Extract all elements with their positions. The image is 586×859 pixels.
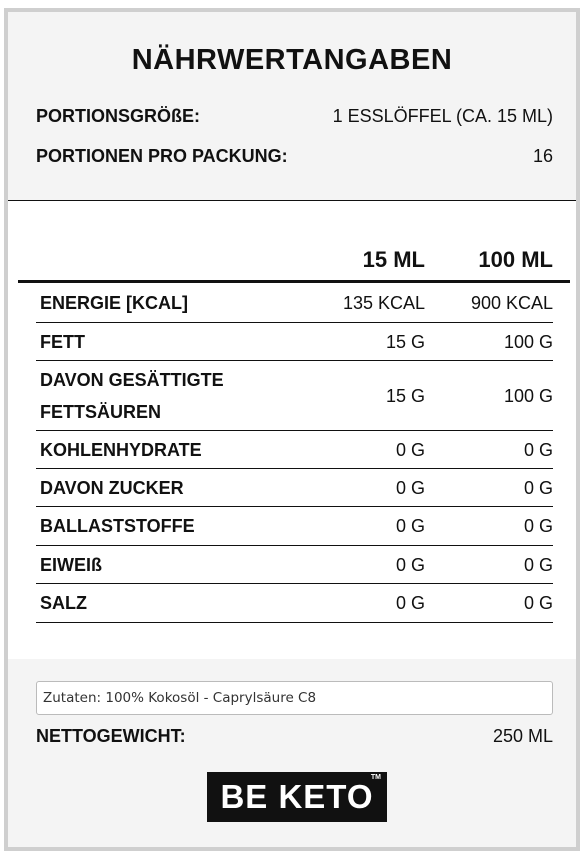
label-header: [8, 12, 576, 201]
portions-per-pack-value: 16: [532, 145, 553, 166]
row-value-100ml: 0 G: [523, 593, 553, 613]
row-value-100ml: 0 G: [523, 440, 553, 460]
label-title: NÄHRWERTANGABEN: [131, 44, 453, 76]
row-value-100ml: 100 G: [503, 386, 553, 406]
brand-logo: [207, 772, 387, 822]
table-row: [36, 507, 553, 546]
trademark-mark: TM: [370, 774, 381, 781]
nutrition-label: [4, 8, 580, 851]
row-value-15ml: 0 G: [395, 440, 425, 460]
net-weight-value: 250 ML: [492, 725, 553, 746]
table-row: [36, 283, 553, 323]
row-value-15ml: 0 G: [395, 516, 425, 536]
row-name-line-2: FETTSÄUREN: [40, 402, 161, 422]
brand-name: BE KETO: [220, 778, 374, 815]
row-name: BALLASTSTOFFE: [40, 516, 195, 536]
portions-per-pack-row: [36, 144, 553, 168]
net-weight-row: [36, 723, 553, 749]
row-name-line-1: DAVON GESÄTTIGTE: [40, 370, 224, 390]
portion-size-value: 1 ESSLÖFFEL (CA. 15 ML): [332, 105, 553, 126]
net-weight-label: NETTOGEWICHT:: [36, 725, 186, 746]
column-header-15ml: 15 ML: [362, 247, 425, 272]
row-name: DAVON ZUCKER: [40, 478, 184, 498]
column-header-100ml: 100 ML: [478, 247, 553, 272]
table-row: [36, 584, 553, 623]
table-row: [36, 469, 553, 507]
row-name: EIWEIß: [40, 555, 102, 575]
portion-size-row: [36, 104, 553, 128]
nutrition-table: [36, 283, 553, 623]
row-name: KOHLENHYDRATE: [40, 440, 202, 460]
row-value-15ml: 15 G: [385, 386, 425, 406]
table-row: [36, 323, 553, 361]
table-row: [36, 546, 553, 584]
row-name: ENERGIE [KCAL]: [40, 293, 188, 313]
label-footer: [8, 659, 576, 847]
row-value-15ml: 0 G: [395, 593, 425, 613]
row-value-100ml: 0 G: [523, 555, 553, 575]
row-name: SALZ: [40, 593, 87, 613]
table-row: [36, 361, 553, 431]
row-value-100ml: 0 G: [523, 478, 553, 498]
table-row: [36, 431, 553, 469]
row-value-15ml: 15 G: [385, 332, 425, 352]
row-value-15ml: 0 G: [395, 478, 425, 498]
row-value-100ml: 100 G: [503, 332, 553, 352]
row-name: FETT: [40, 332, 85, 352]
row-value-15ml: 0 G: [395, 555, 425, 575]
portions-per-pack-label: PORTIONEN PRO PACKUNG:: [36, 145, 288, 166]
row-value-100ml: 900 KCAL: [470, 293, 553, 313]
row-value-100ml: 0 G: [523, 516, 553, 536]
portion-size-label: PORTIONSGRÖßE:: [36, 105, 201, 126]
ingredients-box: Zutaten: 100% Kokosöl - Caprylsäure C8: [36, 681, 553, 715]
row-value-15ml: 135 KCAL: [342, 293, 425, 313]
